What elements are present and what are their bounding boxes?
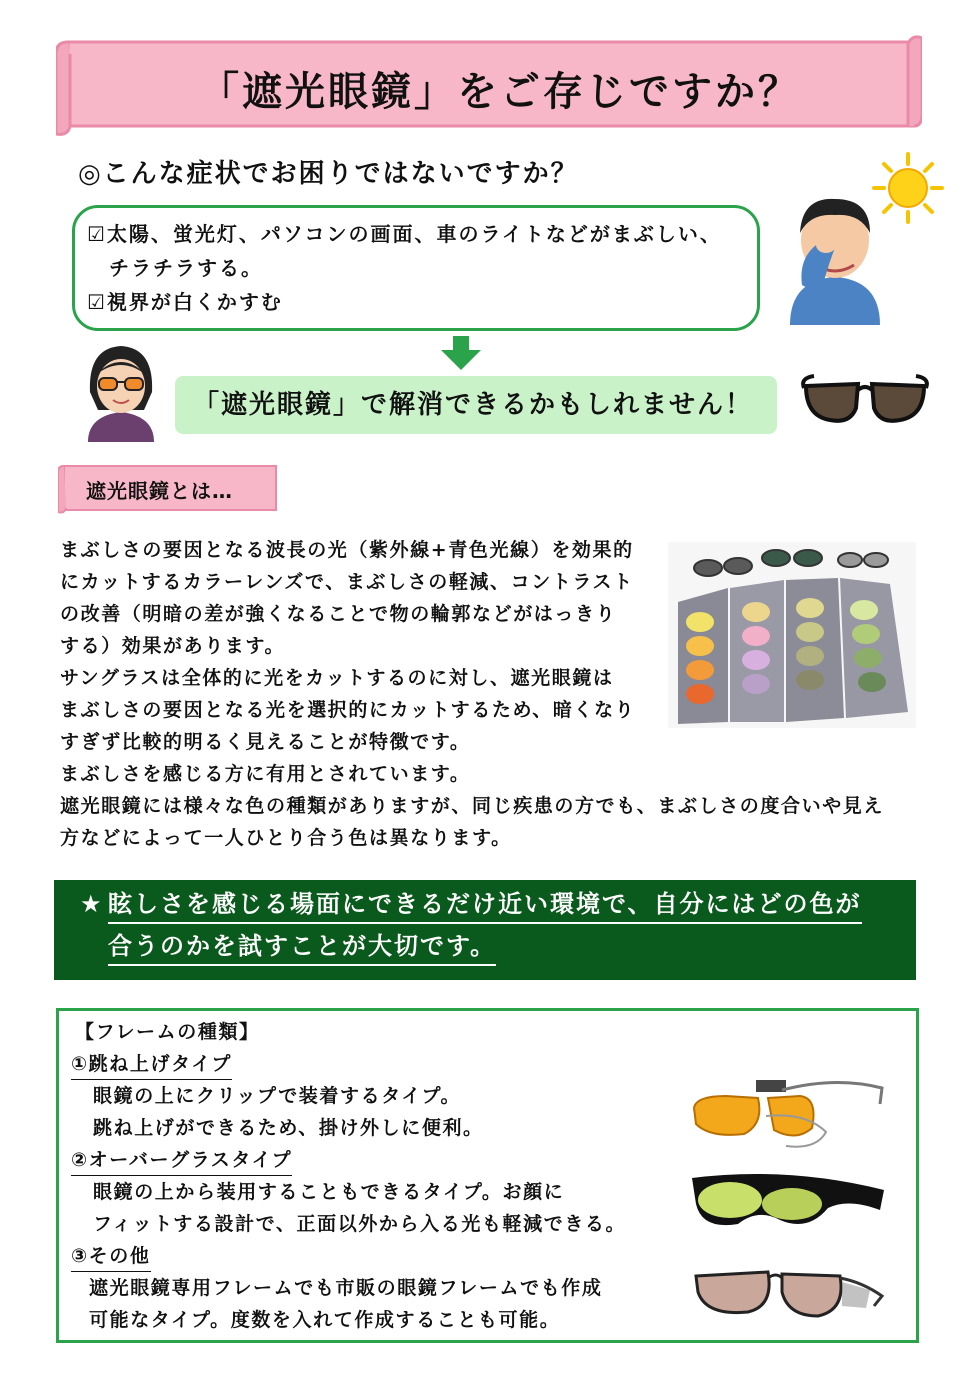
solution-callout xyxy=(175,376,777,434)
overglass-sunglasses-photo xyxy=(688,1168,888,1234)
description-line: にカットするカラーレンズで、まぶしさの軽減、コントラスト xyxy=(60,571,634,593)
symptom-item: ☑視界が白くかすむ xyxy=(87,290,283,314)
page-title: 「遮光眼鏡」をご存じですか？ xyxy=(199,69,801,115)
symptom-box xyxy=(72,205,760,331)
description-line: 遮光眼鏡には様々な色の種類がありますが、同じ疾患の方でも、まぶしさの度合いや見え xyxy=(60,795,885,817)
frame-type-desc: 可能なタイプ。度数を入れて作成することも可能。 xyxy=(89,1309,561,1331)
section-tab-label: 遮光眼鏡とは… xyxy=(86,479,233,503)
description-line: まぶしさの要因となる光を選択的にカットするため、暗くなり xyxy=(60,699,636,721)
frame-type-desc: フィットする設計で、正面以外から入る光も軽減できる。 xyxy=(93,1213,627,1235)
frame-types-heading: 【フレームの種類】 xyxy=(75,1021,260,1043)
tip-box xyxy=(54,880,916,980)
tip-line: 合うのかを試すことが大切です。 xyxy=(108,928,496,966)
description-line: すぎず比較的明るく見えることが特徴です。 xyxy=(60,731,471,753)
symptoms-heading: ◎こんな症状でお困りではないですか？ xyxy=(78,159,579,189)
star-icon: ★ xyxy=(80,890,104,918)
frame-type-desc: 遮光眼鏡専用フレームでも市販の眼鏡フレームでも作成 xyxy=(89,1277,603,1299)
frame-type-title: ②オーバーグラスタイプ xyxy=(71,1145,292,1176)
solution-text: 「遮光眼鏡」で解消できるかもしれません！ xyxy=(193,390,754,420)
frame-type-title: ③その他 xyxy=(71,1241,151,1272)
description-line: の改善（明暗の差が強くなることで物の輪郭などがはっきり xyxy=(60,603,617,625)
frame-type-desc: 眼鏡の上にクリップで装着するタイプ。 xyxy=(93,1085,462,1107)
tip-line: 眩しさを感じる場面にできるだけ近い環境で、自分にはどの色が xyxy=(108,886,862,924)
woman-with-sunglasses-illustration xyxy=(84,340,158,442)
dedicated-frame-glasses-photo xyxy=(690,1262,886,1326)
description-line: サングラスは全体的に光をカットするのに対し、遮光眼鏡は xyxy=(60,667,614,689)
clip-on-flip-up-glasses-photo xyxy=(686,1072,886,1158)
down-arrow-icon xyxy=(441,336,481,370)
frame-type-desc: 跳ね上げができるため、掛け外しに便利。 xyxy=(93,1117,484,1139)
frame-type-desc: 眼鏡の上から装用することもできるタイプ。お顔に xyxy=(93,1181,565,1203)
sunglasses-icon xyxy=(800,370,930,426)
description-line: まぶしさを感じる方に有用とされています。 xyxy=(60,763,471,785)
lens-samples-photo xyxy=(668,542,916,728)
frame-type-title: ①跳ね上げタイプ xyxy=(71,1049,232,1080)
description-line: する）効果があります。 xyxy=(60,635,286,657)
symptom-item: チラチラする。 xyxy=(109,256,263,280)
symptom-item: ☑太陽、蛍光灯、パソコンの画面、車のライトなどがまぶしい、 xyxy=(87,222,722,246)
description-line: まぶしさの要因となる波長の光（紫外線+青色光線）を効果的 xyxy=(60,539,634,561)
squinting-man-illustration xyxy=(780,185,890,325)
description-line: 方などによって一人ひとり合う色は異なります。 xyxy=(60,827,512,849)
